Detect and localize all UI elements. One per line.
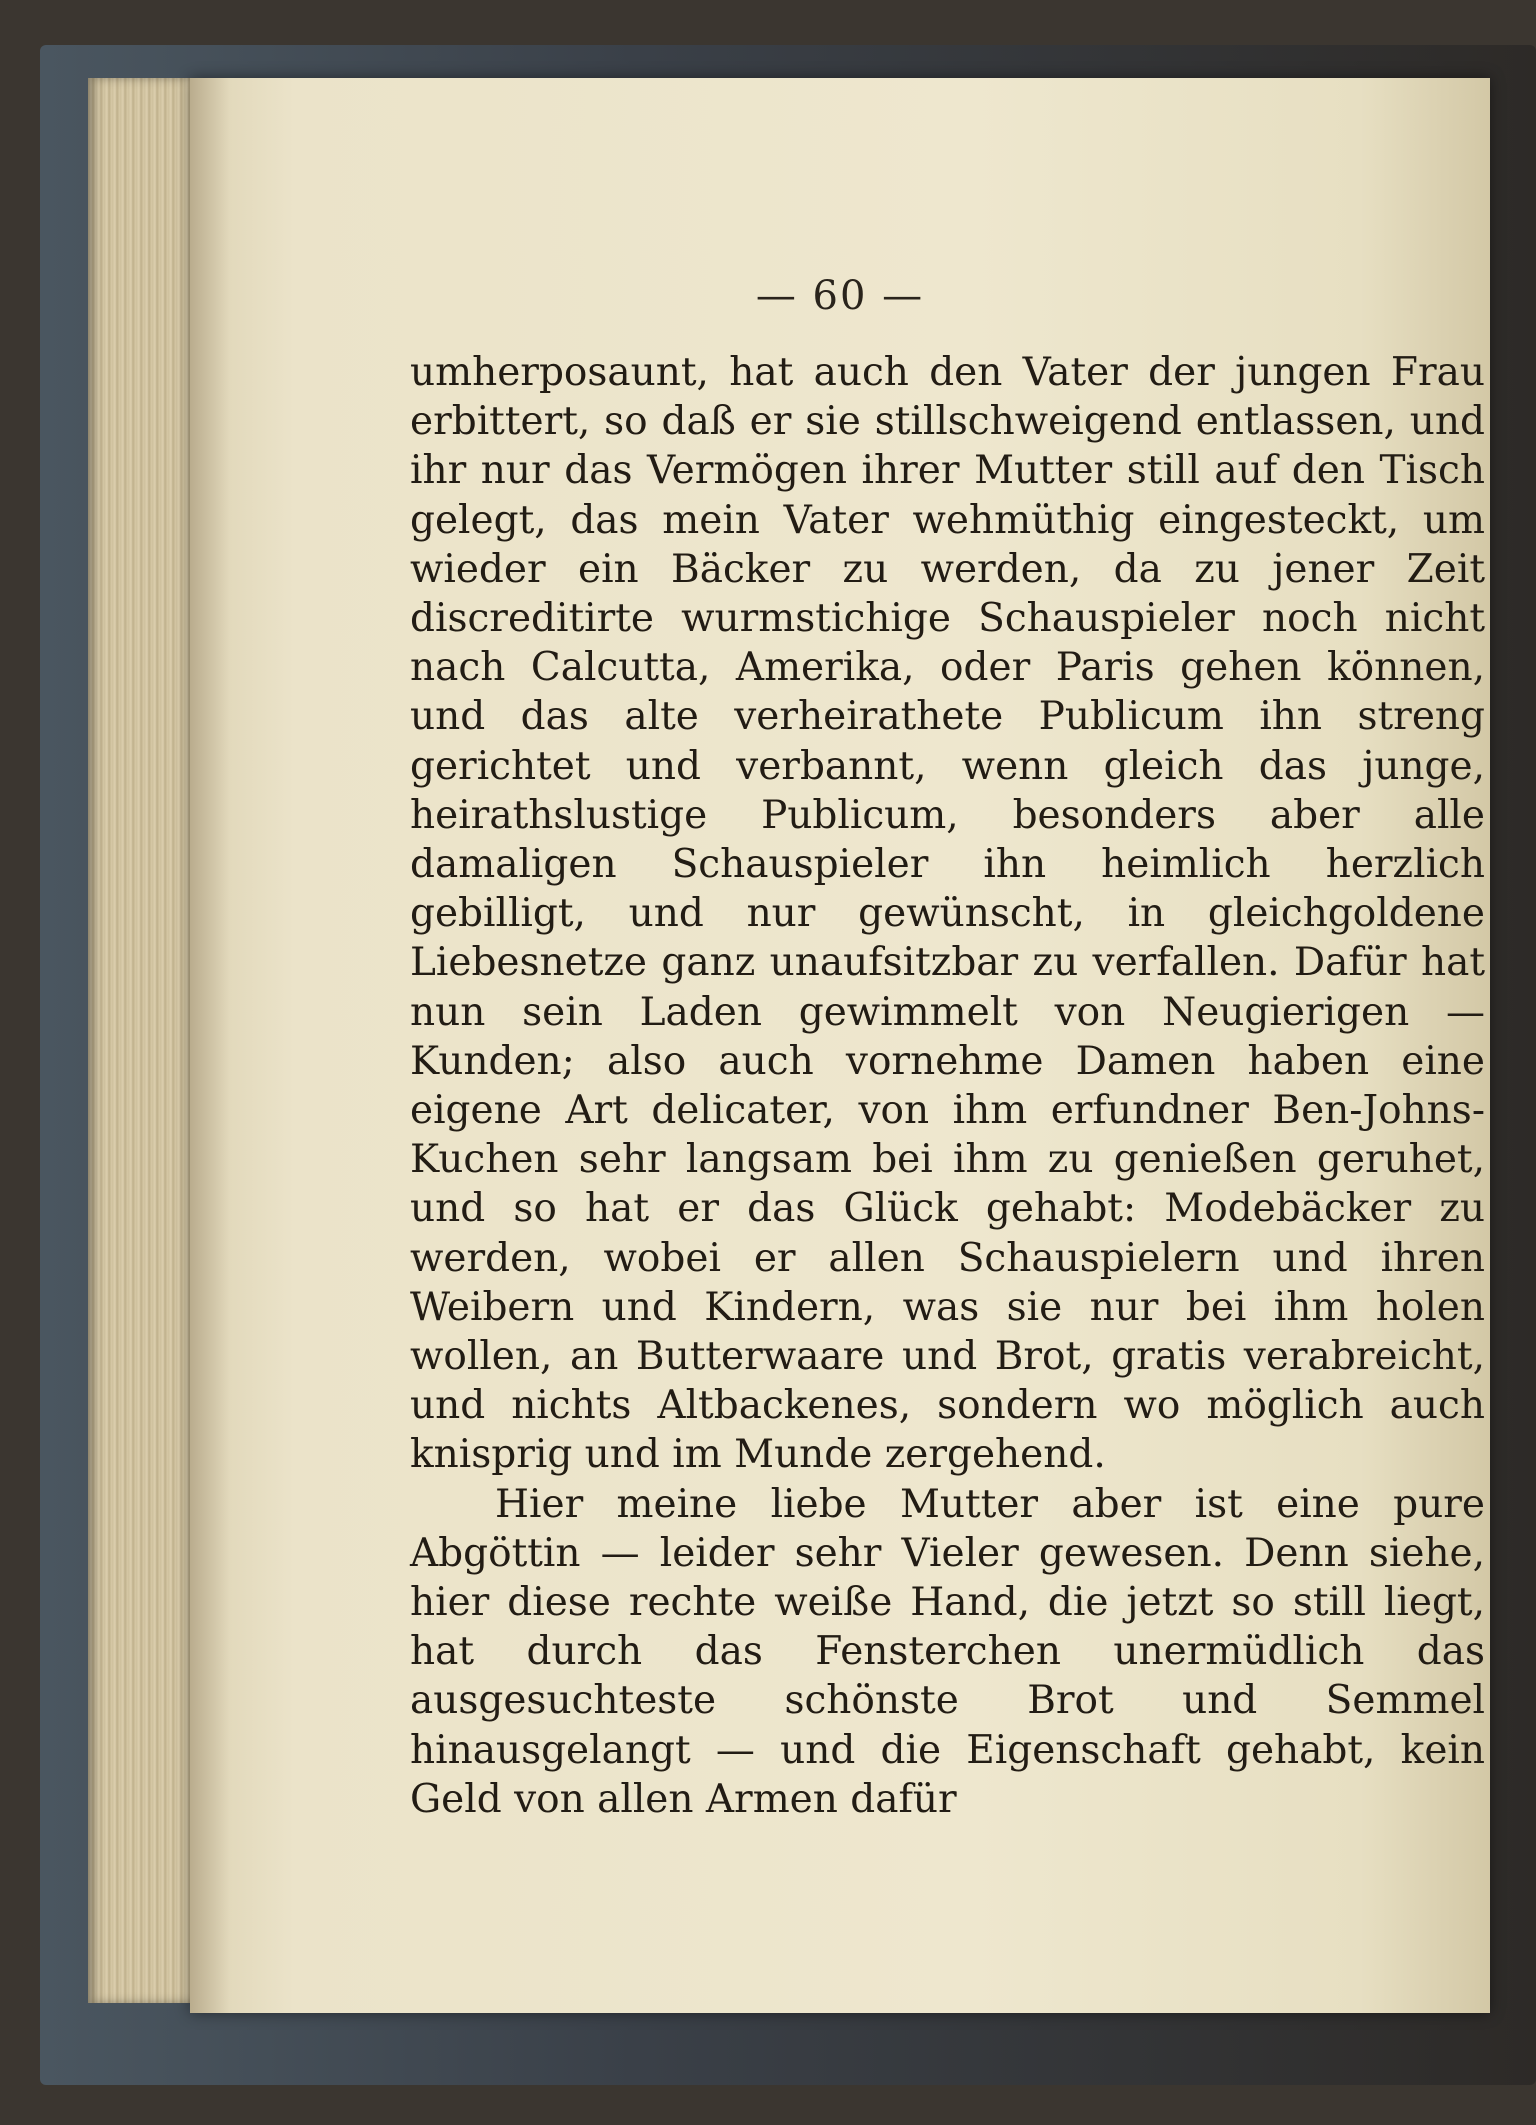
gutter-shadow xyxy=(190,78,230,2013)
paragraph-2: Hier meine liebe Mutter aber ist eine pure Abgöttin — leider sehr Vieler gewesen. Denn siehe, hier diese rechte weiße Hand, die jetzt so still liegt, hat durch das Fensterchen unermüdlich das ausgesuchteste schönste Brot und Semmel hinausgelangt — und die Eigenschaft gehabt, kein Geld von allen Armen dafür xyxy=(410,1481,1485,1822)
page-text xyxy=(410,348,1485,1824)
book-page xyxy=(190,78,1490,2013)
paragraph-1: umherposaunt, hat auch den Vater der jungen Frau erbittert, so daß er sie stillschweigend entlassen, und ihr nur das Vermögen ihrer Mutter still auf den Tisch gelegt, das mein Vater wehmüthig eingesteckt, um wieder ein Bäcker zu werden, da zu jener Zeit discreditirte wurmstichige Schauspieler noch nicht nach Calcutta, Amerika, oder Paris gehen können, und das alte verheirathete Publicum ihn streng gerichtet und verbannt, wenn gleich das junge, heirathslustige Publicum, besonders aber alle damaligen Schauspieler ihn heimlich herzlich gebilligt, und nur gewünscht, in gleichgoldene Liebesnetze ganz unaufsitzbar zu verfallen. Dafür hat nun sein Laden gewimmelt von Neugierigen — Kunden; also auch vornehme Damen haben eine eigene Art delicater, von ihm erfundner Ben-Johns-Kuchen sehr langsam bei ihm zu genießen geruhet, und so hat er das Glück gehabt: Modebäcker zu werden, wobei er allen Schauspielern und ihren Weibern und Kindern, was sie nur bei ihm holen wollen, an Butterwaare und Brot, gratis verabreicht, und nichts Altbackenes, sondern wo möglich auch knisprig und im Munde zergehend. xyxy=(410,350,1485,1478)
page-number-header: — 60 — xyxy=(755,273,925,319)
